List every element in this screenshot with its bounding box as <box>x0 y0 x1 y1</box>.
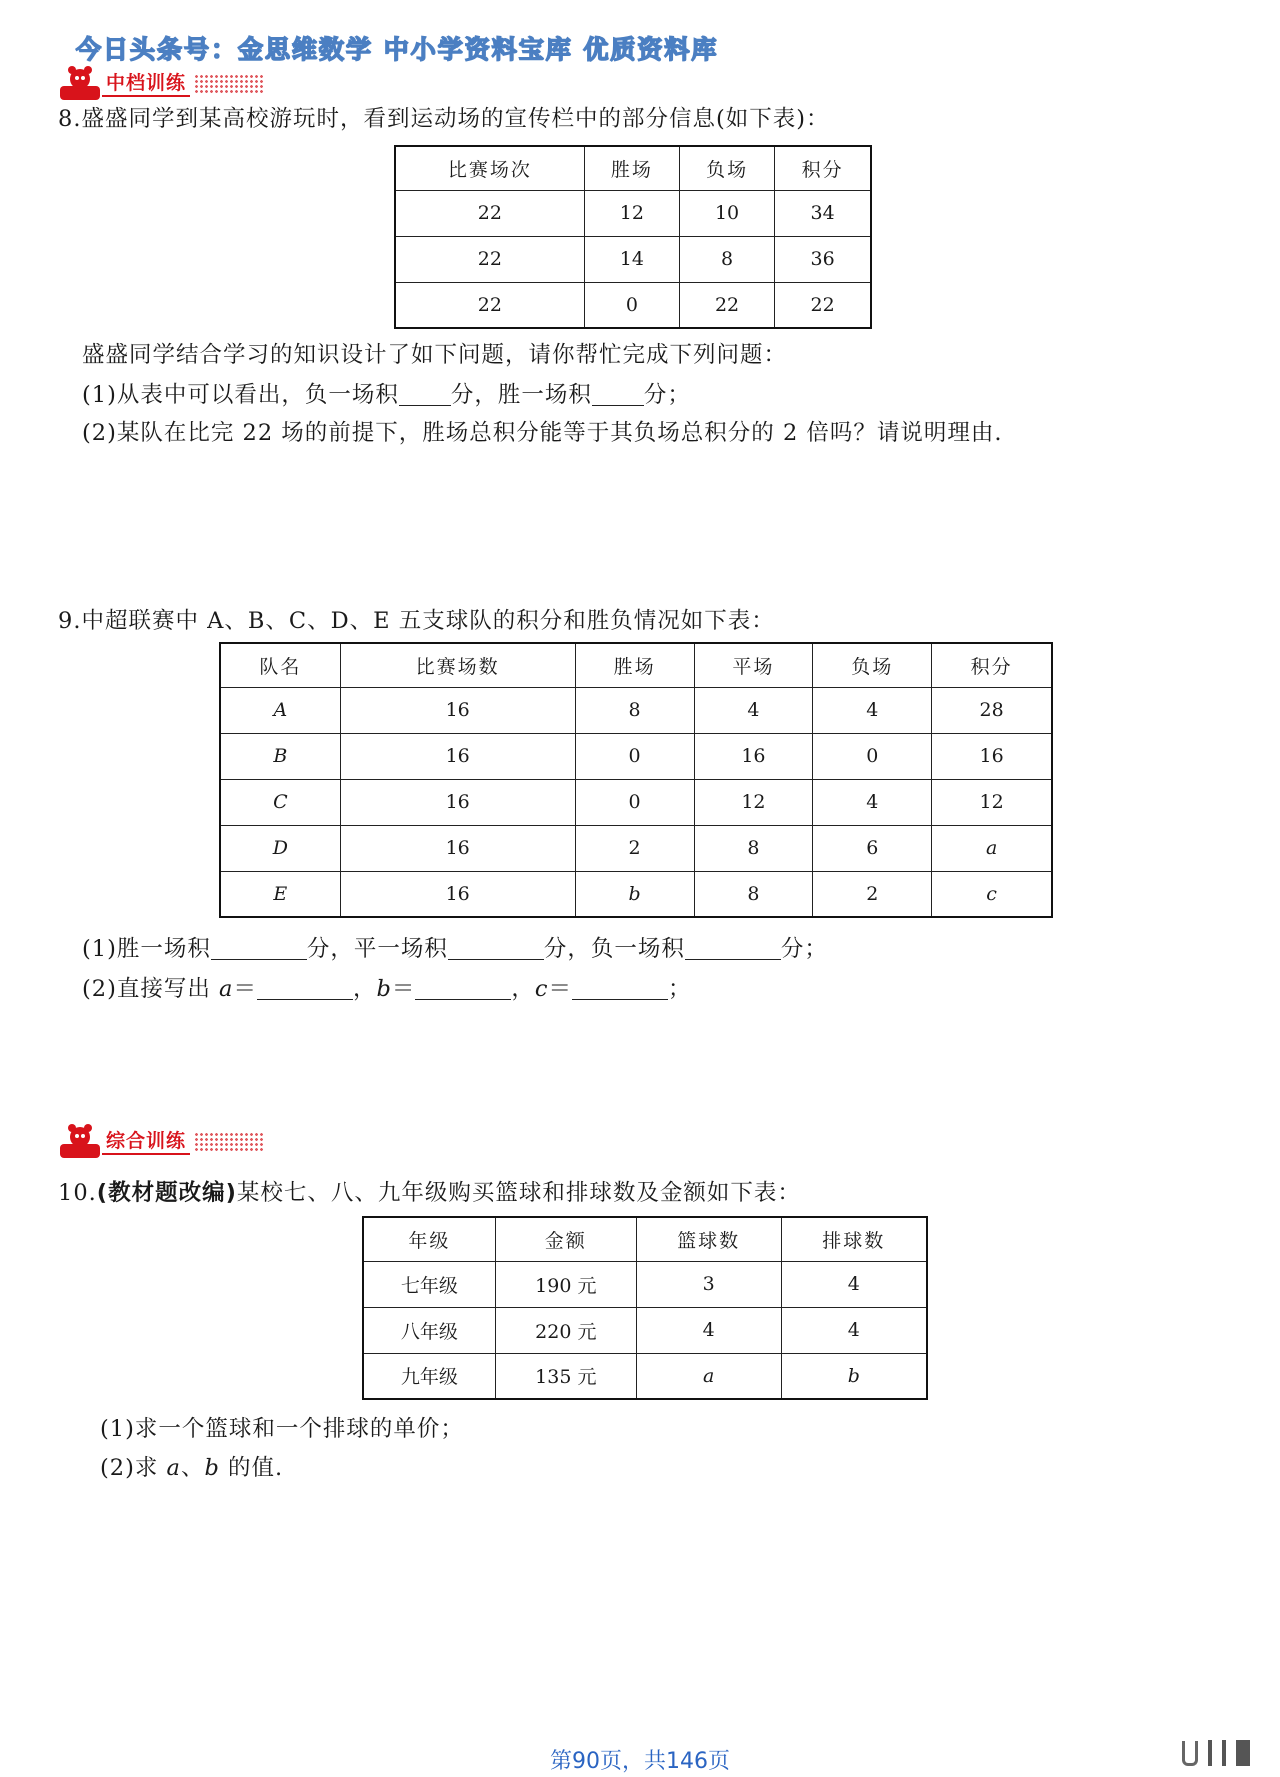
table-header-row <box>363 1217 927 1261</box>
table-cell: 4 <box>781 1307 927 1353</box>
q10-part2 <box>100 1453 283 1483</box>
q9-part2-text: ＝ <box>548 976 573 1002</box>
table-row <box>220 687 1052 733</box>
table-cell: 七年级 <box>363 1261 495 1307</box>
table-cell: 8 <box>679 236 774 282</box>
table-cell: 12 <box>694 779 813 825</box>
table-cell: 8 <box>694 825 813 871</box>
q9-part2-text: (2)直接写出 <box>82 976 220 1002</box>
q9-part2-text: ＝ <box>233 976 257 1002</box>
table-cell: 8 <box>694 871 813 917</box>
table-cell: a <box>636 1353 781 1399</box>
table-cell: 16 <box>340 779 575 825</box>
table-header-cell: 篮球数 <box>636 1217 781 1261</box>
q8-table <box>394 145 872 329</box>
table-cell: 12 <box>932 779 1052 825</box>
table-header-cell: 积分 <box>932 643 1052 687</box>
table-header-cell: 排球数 <box>781 1217 927 1261</box>
table-cell: 16 <box>340 733 575 779</box>
q8-part1-text: 分，胜一场积 <box>450 382 592 408</box>
table-header-cell: 队名 <box>220 643 340 687</box>
table-cell: 0 <box>584 282 679 328</box>
table-cell: 4 <box>781 1261 927 1307</box>
table-row <box>220 871 1052 917</box>
table-cell: 0 <box>575 779 694 825</box>
answer-blank[interactable] <box>211 935 307 960</box>
table-cell: c <box>932 871 1052 917</box>
table-cell: 28 <box>932 687 1052 733</box>
section-tag-comprehensive <box>58 1124 264 1160</box>
table-header-cell: 金额 <box>495 1217 636 1261</box>
table-cell: 0 <box>575 733 694 779</box>
q10-part2-text: 的值. <box>219 1455 284 1481</box>
table-row <box>395 236 871 282</box>
cup-icon[interactable] <box>1182 1741 1198 1766</box>
q9-part2-text: ； <box>668 976 692 1002</box>
q8-stem: 8.盛盛同学到某高校游玩时，看到运动场的宣传栏中的部分信息(如下表)： <box>58 106 830 132</box>
table-cell: E <box>220 871 340 917</box>
var-b: b <box>204 1455 220 1481</box>
q8-part1-text: (1)从表中可以看出，负一场积 <box>82 382 399 408</box>
decor-dots <box>194 1132 264 1152</box>
q10-stem-text: 某校七、八、九年级购买篮球和排球数及金额如下表： <box>236 1180 801 1206</box>
table-cell: 14 <box>584 236 679 282</box>
section-label: 中档训练 <box>102 71 190 97</box>
viewer-toolbar <box>1182 1740 1250 1766</box>
table-cell: a <box>932 825 1052 871</box>
q9-part2-text: ， <box>511 976 535 1002</box>
q9-stem: 9.中超联赛中 A、B、C、D、E 五支球队的积分和胜负情况如下表： <box>58 608 775 634</box>
table-cell: 12 <box>584 190 679 236</box>
answer-blank[interactable] <box>572 975 668 1000</box>
table-row <box>220 779 1052 825</box>
answer-blank[interactable] <box>685 935 781 960</box>
q9-part1-text: 分，平一场积 <box>306 936 448 962</box>
bar-icon[interactable] <box>1208 1740 1212 1766</box>
table-header-cell: 比赛场次 <box>395 146 584 190</box>
answer-blank[interactable] <box>448 935 544 960</box>
table-header-cell: 胜场 <box>584 146 679 190</box>
mascot-logo-icon <box>58 1124 104 1160</box>
q10-table <box>362 1216 928 1400</box>
q10-number: 10. <box>58 1180 97 1206</box>
var-b: b <box>376 976 392 1002</box>
table-cell: 34 <box>775 190 871 236</box>
section-tag-medium <box>58 66 264 102</box>
answer-blank[interactable] <box>592 381 644 406</box>
mascot-logo-icon <box>58 66 104 102</box>
q10-stem <box>58 1178 801 1208</box>
q8-part2: (2)某队在比完 22 场的前提下，胜场总积分能等于其负场总积分的 2 倍吗？请说明理由. <box>82 420 1003 446</box>
table-row <box>220 733 1052 779</box>
table-cell: 22 <box>395 190 584 236</box>
table-cell: 4 <box>636 1307 781 1353</box>
table-cell: 2 <box>575 825 694 871</box>
answer-blank[interactable] <box>415 975 511 1000</box>
table-cell: 16 <box>694 733 813 779</box>
q9-part1 <box>82 934 828 964</box>
table-cell: 3 <box>636 1261 781 1307</box>
q9-part2-text: ＝ <box>391 976 416 1002</box>
q10-source-tag: (教材题改编) <box>96 1180 237 1206</box>
table-cell: 8 <box>575 687 694 733</box>
table-header-cell: 比赛场数 <box>340 643 575 687</box>
q8-intro: 盛盛同学结合学习的知识设计了如下问题，请你帮忙完成下列问题： <box>82 342 788 368</box>
page-indicator: 第90页，共146页 <box>550 1749 730 1774</box>
table-cell: 10 <box>679 190 774 236</box>
q10-part2-text: (2)求 <box>100 1455 167 1481</box>
table-cell: 4 <box>813 687 932 733</box>
table-cell: 八年级 <box>363 1307 495 1353</box>
table-cell: B <box>220 733 340 779</box>
q9-part2-text: ， <box>352 976 377 1002</box>
table-cell: 2 <box>813 871 932 917</box>
table-cell: C <box>220 779 340 825</box>
table-cell: 16 <box>932 733 1052 779</box>
table-cell: D <box>220 825 340 871</box>
q9-table <box>219 642 1053 918</box>
table-cell: b <box>781 1353 927 1399</box>
table-row <box>220 825 1052 871</box>
table-cell: 16 <box>340 825 575 871</box>
var-c: c <box>534 976 549 1002</box>
table-header-cell: 负场 <box>679 146 774 190</box>
table-row <box>363 1353 927 1399</box>
table-header-cell: 平场 <box>694 643 813 687</box>
table-header-cell: 年级 <box>363 1217 495 1261</box>
table-cell: 4 <box>694 687 813 733</box>
q9-part1-text: (1)胜一场积 <box>82 936 211 962</box>
table-header-cell: 胜场 <box>575 643 694 687</box>
table-cell: 220 元 <box>495 1307 636 1353</box>
table-cell: 22 <box>395 236 584 282</box>
table-cell: 16 <box>340 871 575 917</box>
table-header-row <box>220 643 1052 687</box>
table-cell: 36 <box>775 236 871 282</box>
decor-dots <box>194 74 264 94</box>
table-cell: 22 <box>775 282 871 328</box>
table-cell: 16 <box>340 687 575 733</box>
table-cell: 4 <box>813 779 932 825</box>
table-cell: b <box>575 871 694 917</box>
table-cell: 190 元 <box>495 1261 636 1307</box>
q8-part1-text: 分； <box>643 382 691 408</box>
table-cell: 0 <box>813 733 932 779</box>
var-a: a <box>219 976 234 1002</box>
table-header-cell: 负场 <box>813 643 932 687</box>
table-cell: A <box>220 687 340 733</box>
table-header-row <box>395 146 871 190</box>
q9-part1-text: 分，负一场积 <box>543 936 685 962</box>
q8-part1 <box>82 380 691 410</box>
var-a: a <box>166 1455 181 1481</box>
section-label: 综合训练 <box>102 1129 190 1155</box>
table-row <box>363 1307 927 1353</box>
q9-part2 <box>82 974 692 1004</box>
answer-blank[interactable] <box>257 975 353 1000</box>
q10-part2-text: 、 <box>180 1455 205 1481</box>
table-cell: 6 <box>813 825 932 871</box>
q10-part1: (1)求一个篮球和一个排球的单价； <box>100 1416 464 1442</box>
bar-icon[interactable] <box>1236 1740 1250 1766</box>
table-cell: 22 <box>679 282 774 328</box>
bar-icon[interactable] <box>1222 1740 1226 1766</box>
table-row <box>363 1261 927 1307</box>
table-row <box>395 282 871 328</box>
table-row <box>395 190 871 236</box>
table-cell: 22 <box>395 282 584 328</box>
q9-part1-text: 分； <box>780 936 828 962</box>
table-header-cell: 积分 <box>775 146 871 190</box>
table-cell: 135 元 <box>495 1353 636 1399</box>
table-cell: 九年级 <box>363 1353 495 1399</box>
answer-blank[interactable] <box>399 381 451 406</box>
watermark-text: 今日头条号：金思维数学 中小学资料宝库 优质资料库 <box>76 35 719 64</box>
